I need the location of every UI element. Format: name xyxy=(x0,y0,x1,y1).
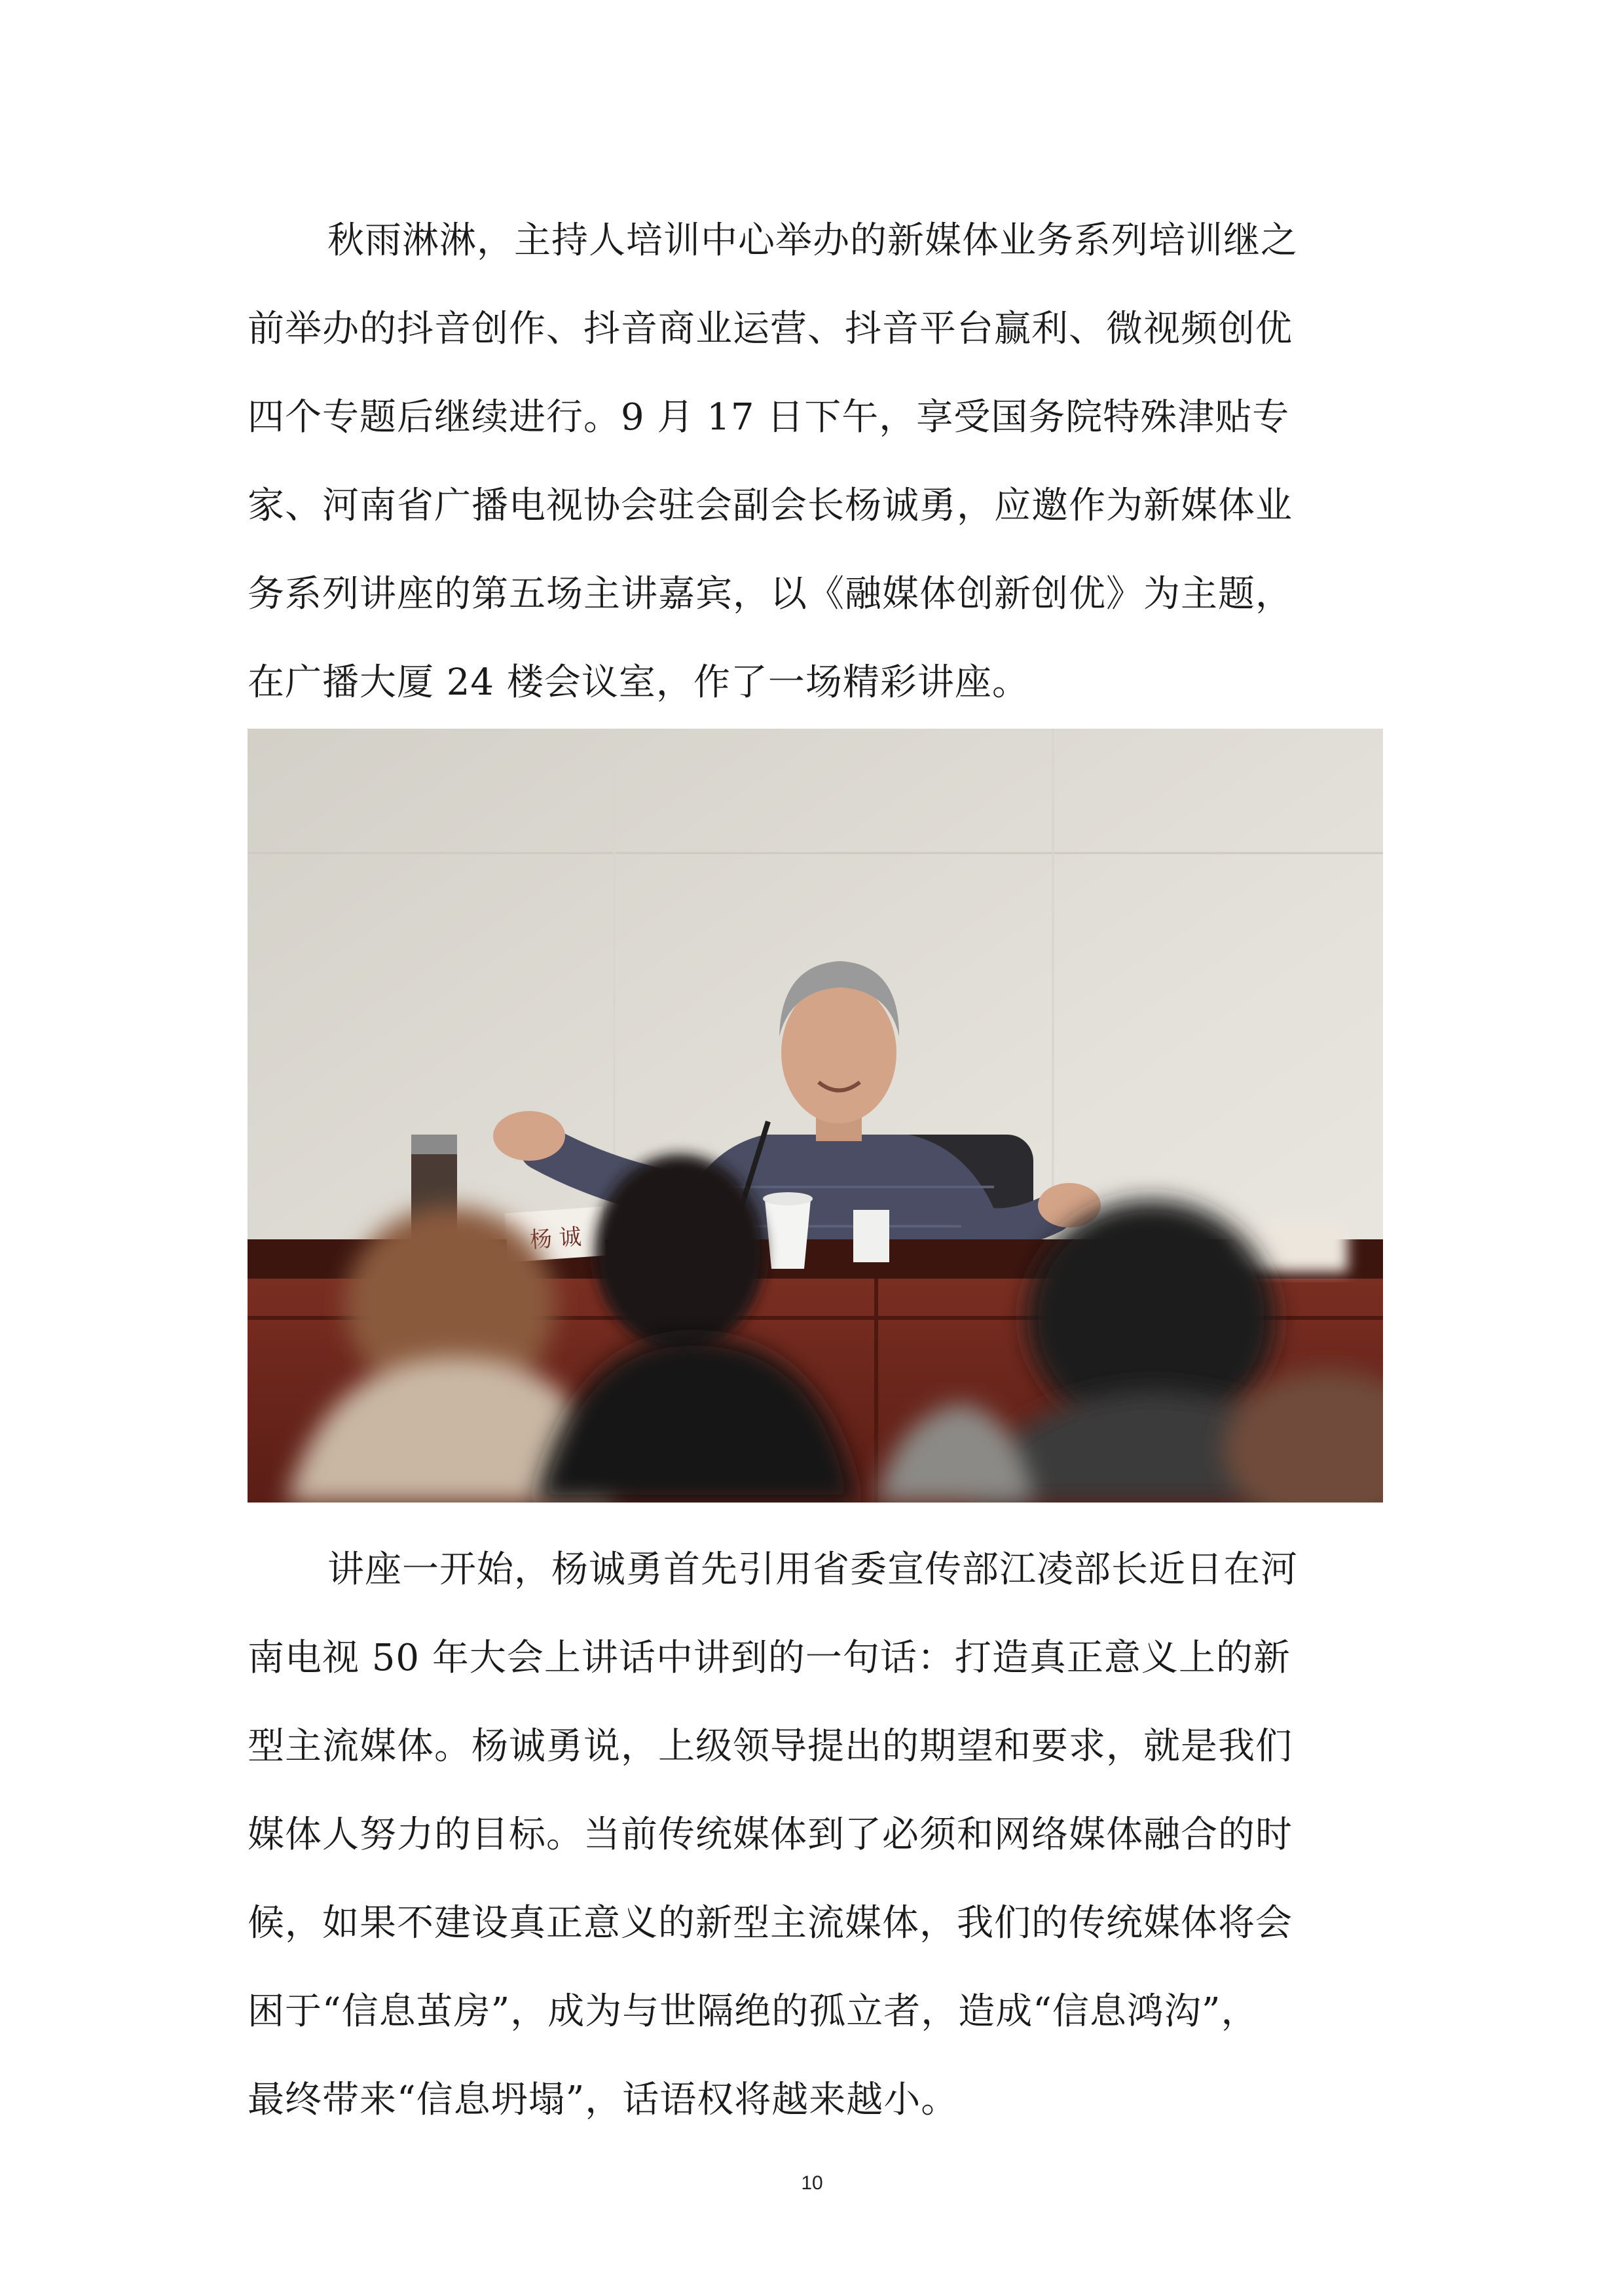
paragraph-lecture xyxy=(248,1525,1383,2144)
text-line: 南电视 50 年大会上讲话中讲到的一句话：打造真正意义上的新 xyxy=(248,1637,1291,1679)
page-number: 10 xyxy=(801,2172,823,2194)
speaker-left-hand xyxy=(493,1111,565,1161)
audience-head xyxy=(595,1154,765,1351)
text-line: 媒体人努力的目标。当前传统媒体到了必须和网络媒体融合的时 xyxy=(248,1813,1293,1856)
text-line: 秋雨淋淋，主持人培训中心举办的新媒体业务系列培训继之 xyxy=(327,219,1298,262)
nameplate-text: 杨 诚 xyxy=(528,1224,583,1254)
speaker-face xyxy=(781,982,896,1123)
text-line: 在广播大厦 24 楼会议室，作了一场精彩讲座。 xyxy=(248,661,1029,704)
paper-cup xyxy=(853,1210,889,1262)
lecture-photo xyxy=(248,729,1383,1503)
text-line: 家、河南省广播电视协会驻会副会长杨诚勇，应邀作为新媒体业 xyxy=(248,484,1293,527)
text-line: 最终带来“信息坍塌”，话语权将越来越小。 xyxy=(248,2079,959,2121)
text-line: 讲座一开始，杨诚勇首先引用省委宣传部江凌部长近日在河 xyxy=(327,1548,1298,1591)
text-line: 候，如果不建设真正意义的新型主流媒体，我们的传统媒体将会 xyxy=(248,1902,1293,1944)
text-line: 困于“信息茧房”，成为与世隔绝的孤立者，造成“信息鸿沟”， xyxy=(248,1990,1259,2033)
lecture-photo-illustration xyxy=(248,729,1383,1503)
tea-cup xyxy=(765,1200,811,1269)
paragraph-intro xyxy=(248,196,1383,727)
text-line: 型主流媒体。杨诚勇说，上级领导提出的期望和要求，就是我们 xyxy=(248,1725,1293,1768)
text-line: 四个专题后继续进行。9 月 17 日下午，享受国务院特殊津贴专 xyxy=(248,396,1290,439)
text-line: 前举办的抖音创作、抖音商业运营、抖音平台赢利、微视频创优 xyxy=(248,308,1293,350)
text-line: 务系列讲座的第五场主讲嘉宾，以《融媒体创新创优》为主题， xyxy=(248,573,1293,615)
